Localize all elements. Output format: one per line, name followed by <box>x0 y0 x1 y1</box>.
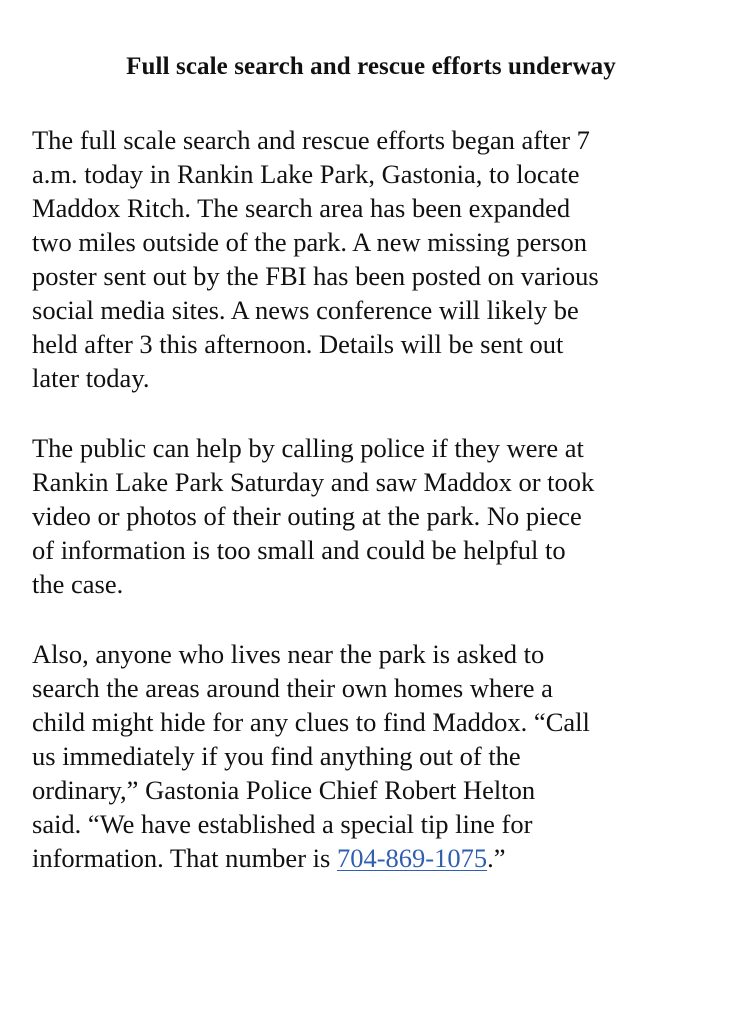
article-paragraph-2 <box>32 431 710 601</box>
paragraph-line: poster sent out by the FBI has been posted on various <box>32 261 599 291</box>
paragraph-line: Maddox Ritch. The search area has been expanded <box>32 193 571 223</box>
paragraph-line: held after 3 this afternoon. Details will be sent out <box>32 329 564 359</box>
paragraph-line: Rankin Lake Park Saturday and saw Maddox or took <box>32 467 595 497</box>
article-paragraph-3 <box>32 637 710 875</box>
paragraph-last-line <box>32 841 710 875</box>
paragraph-line: a.m. today in Rankin Lake Park, Gastonia, to locate <box>32 159 580 189</box>
paragraph-line: of information is too small and could be helpful to <box>32 535 566 565</box>
tip-line-phone-link[interactable]: 704-869-1075 <box>336 843 488 873</box>
paragraph-line: two miles outside of the park. A new missing person <box>32 227 587 257</box>
paragraph-line: said. “We have established a special tip line for <box>32 809 533 839</box>
paragraph-line: ordinary,” Gastonia Police Chief Robert Helton <box>32 775 536 805</box>
paragraph-line: us immediately if you find anything out of the <box>32 741 521 771</box>
paragraph-line: The full scale search and rescue efforts began after 7 <box>32 125 590 155</box>
paragraph-line: The public can help by calling police if they were at <box>32 433 584 463</box>
paragraph-line: search the areas around their own homes where a <box>32 673 553 703</box>
paragraph-line: later today. <box>32 363 150 393</box>
paragraph-line: the case. <box>32 569 124 599</box>
last-line-suffix: .” <box>487 843 506 873</box>
article-headline: Full scale search and rescue efforts underway <box>126 53 616 80</box>
paragraph-line: Also, anyone who lives near the park is asked to <box>32 639 545 669</box>
paragraph-line: social media sites. A news conference will likely be <box>32 295 579 325</box>
paragraph-line: video or photos of their outing at the park. No piece <box>32 501 582 531</box>
last-line-prefix: information. That number is <box>32 843 337 873</box>
paragraph-line: child might hide for any clues to find Maddox. “Call <box>32 707 590 737</box>
article-paragraph-1 <box>32 123 710 395</box>
